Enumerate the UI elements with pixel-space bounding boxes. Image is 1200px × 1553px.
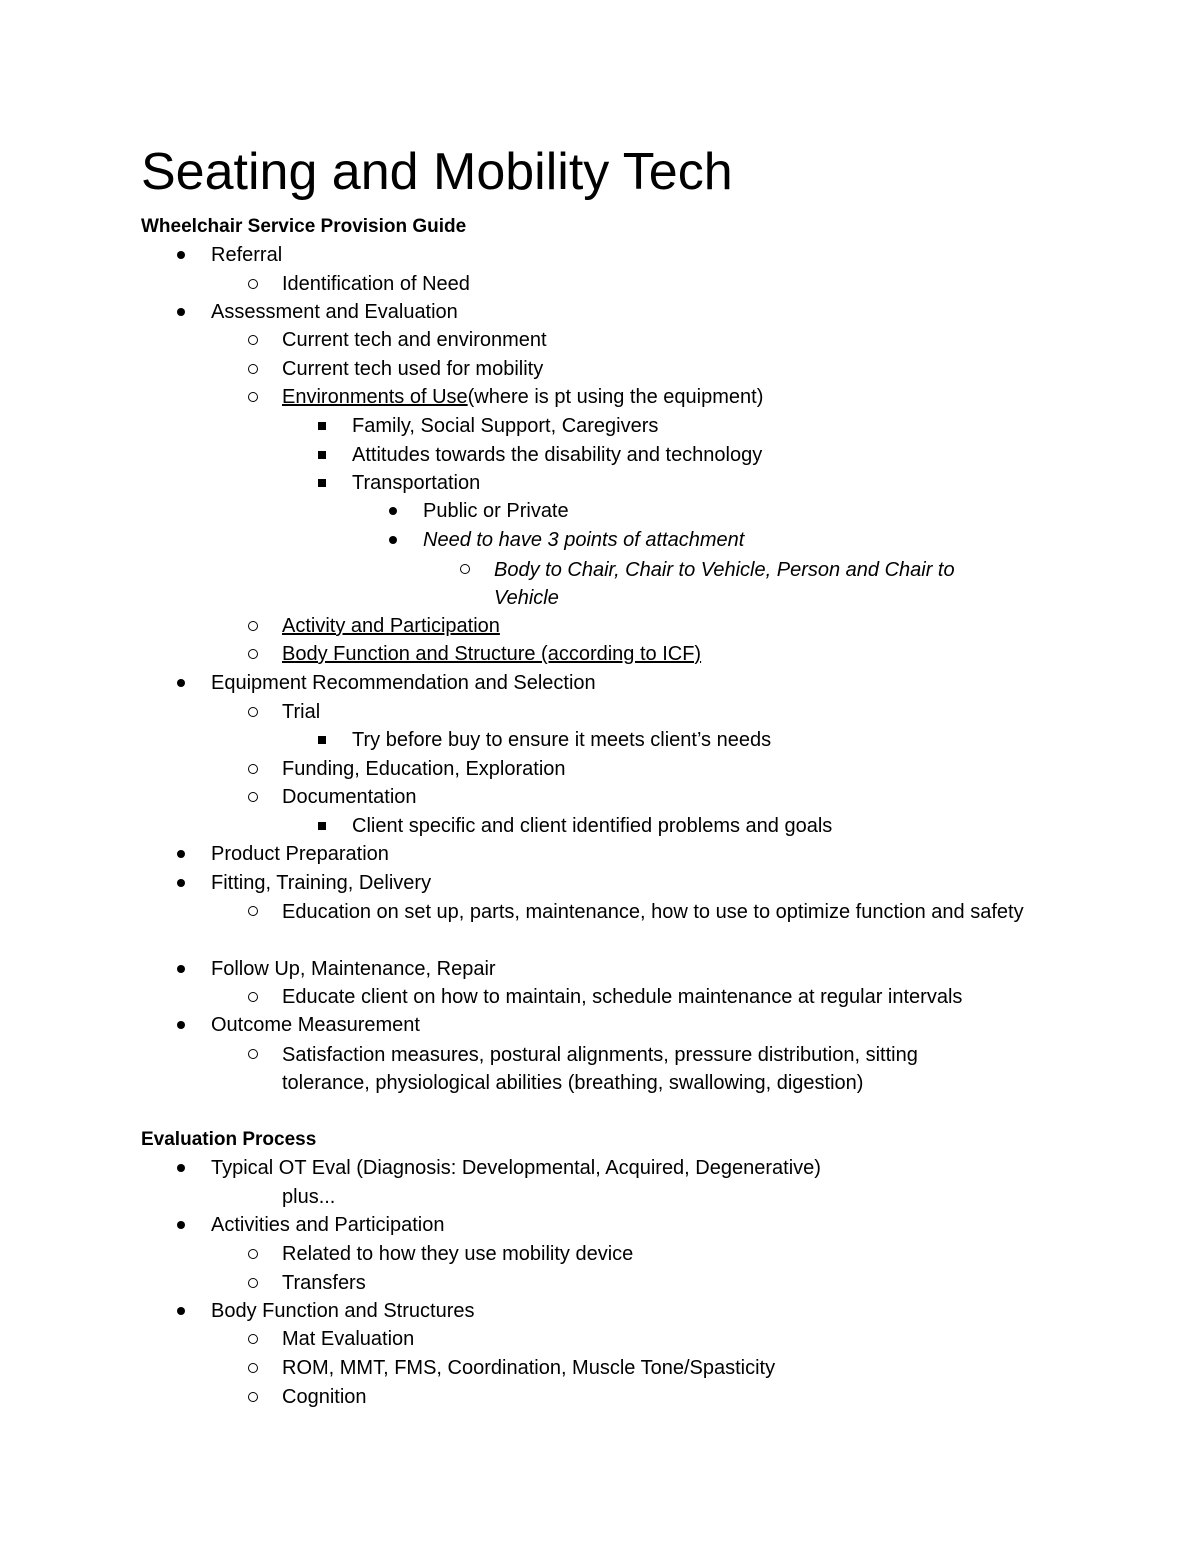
list-item: Typical OT Eval (Diagnosis: Developmental, Acquired, Degenerative) [211,1155,821,1181]
bullet-circle-icon [248,271,258,289]
list-item: Mat Evaluation [282,1326,414,1352]
section-heading-evaluation-process: Evaluation Process [141,1129,317,1150]
bullet-circle-icon [248,641,258,659]
list-item: Body Function and Structures [211,1298,474,1324]
bullet-circle-icon [248,327,258,345]
list-continuation: plus... [282,1186,336,1208]
bullet-square-icon [318,413,326,430]
list-item: Need to have 3 points of attachment [423,527,744,553]
bullet-dot-icon [177,841,185,858]
section-heading-wheelchair-service: Wheelchair Service Provision Guide [141,216,467,237]
list-item: Cognition [282,1384,367,1410]
bullet-square-icon [318,470,326,487]
document-title: Seating and Mobility Tech [141,143,733,201]
list-item: Educate client on how to maintain, schedule maintenance at regular intervals [282,984,962,1010]
bullet-circle-icon [248,898,258,916]
bullet-circle-icon [248,756,258,774]
list-item: Try before buy to ensure it meets client’s needs [352,727,771,753]
bullet-dot-icon [389,498,397,515]
bullet-dot-icon [177,242,185,259]
bullet-circle-icon [248,1384,258,1402]
list-item: Body to Chair, Chair to Vehicle, Person and Chair to Vehicle [494,556,1004,612]
bullet-circle-icon [248,784,258,802]
list-item: Equipment Recommendation and Selection [211,670,596,696]
bullet-square-icon [318,442,326,459]
list-item: Transfers [282,1270,366,1296]
list-item: Fitting, Training, Delivery [211,870,431,896]
bullet-circle-icon [248,1326,258,1344]
bullet-dot-icon [177,1298,185,1315]
bullet-circle-icon [248,384,258,402]
bullet-circle-icon [248,1241,258,1259]
bullet-dot-icon [177,1012,185,1029]
bullet-square-icon [318,727,326,744]
bullet-circle-icon [248,984,258,1002]
bullet-circle-icon [248,699,258,717]
bullet-circle-icon [460,556,470,574]
list-item: Transportation [352,470,480,496]
list-item: Current tech used for mobility [282,356,543,382]
list-item: Trial [282,699,320,725]
list-item: Related to how they use mobility device [282,1241,633,1267]
list-item: Satisfaction measures, postural alignments, pressure distribution, sitting tolerance, physiological abilities (breathing, swallowing, digestion) [282,1041,982,1097]
bullet-dot-icon [177,1212,185,1229]
list-item: Funding, Education, Exploration [282,756,566,782]
bullet-circle-icon [248,1355,258,1373]
list-item: Body Function and Structure (according to ICF) [282,641,701,667]
bullet-dot-icon [177,299,185,316]
bullet-circle-icon [248,356,258,374]
list-item: Activity and Participation [282,613,500,639]
list-item: ROM, MMT, FMS, Coordination, Muscle Tone/Spasticity [282,1355,775,1381]
list-item: Education on set up, parts, maintenance, how to use to optimize function and safety [282,898,1042,926]
list-item: Activities and Participation [211,1212,444,1238]
bullet-dot-icon [177,670,185,687]
bullet-dot-icon [177,1155,185,1172]
list-item: Referral [211,242,282,268]
list-item: Environments of Use(where is pt using the equipment) [282,384,763,410]
list-item: Product Preparation [211,841,389,867]
list-item: Current tech and environment [282,327,547,353]
environments-of-use-label: Environments of Use [282,386,468,408]
bullet-circle-icon [248,613,258,631]
bullet-circle-icon [248,1041,258,1059]
list-item: Documentation [282,784,417,810]
list-item: Public or Private [423,498,569,524]
bullet-dot-icon [389,527,397,544]
bullet-dot-icon [177,870,185,887]
list-item: Identification of Need [282,271,470,297]
list-item: Assessment and Evaluation [211,299,458,325]
bullet-square-icon [318,813,326,830]
list-item: Outcome Measurement [211,1012,420,1038]
list-item: Client specific and client identified problems and goals [352,813,832,839]
bullet-circle-icon [248,1270,258,1288]
bullet-dot-icon [177,956,185,973]
list-item: Attitudes towards the disability and technology [352,442,762,468]
list-item: Family, Social Support, Caregivers [352,413,658,439]
list-item: Follow Up, Maintenance, Repair [211,956,496,982]
